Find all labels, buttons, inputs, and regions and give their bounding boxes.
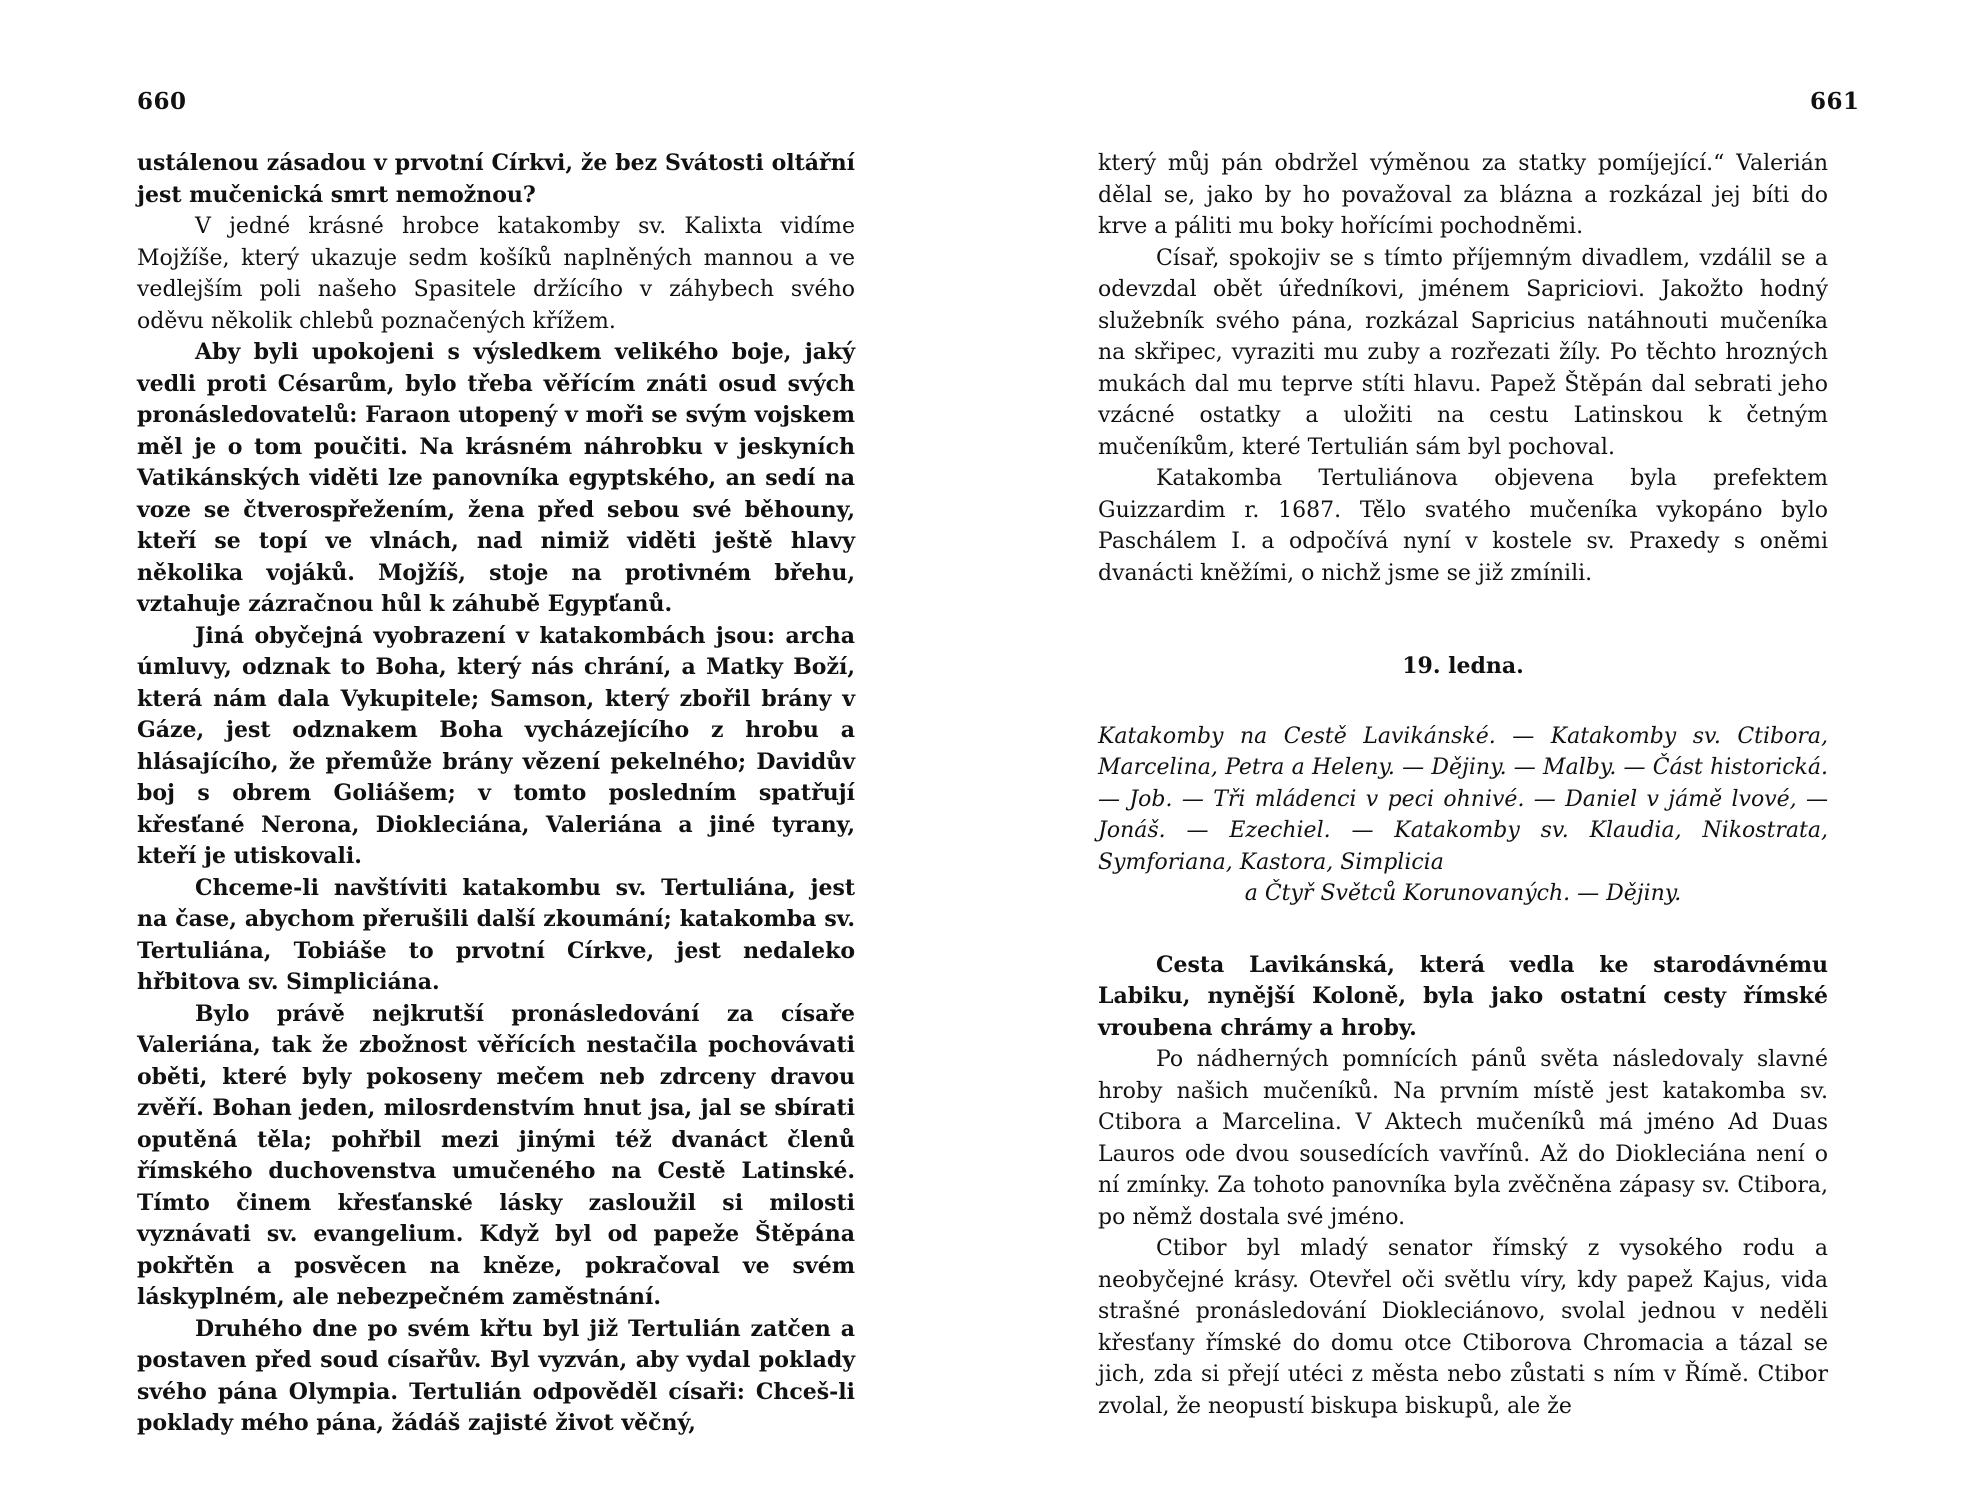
summary-last-line: a Čtyř Světců Korunovaných. — Dějiny. <box>1244 881 1682 906</box>
paragraph: Aby byli upokojeni s výsledkem velikého boje, jaký vedli proti Césarům, bylo třeba věřícím znáti osud svých pronásledovatelů: Faraon utopený v moři se svým vojskem měl je o tom poučiti. Na krásném náhrobku v jeskyních Vatikánských viděti lze panovníka egyptského, an sedí na voze se čtverospřežením, žena před sebou své běhouny, kteří se topí ve vlnách, nad nimiž viděti ještě hlavy několika vojáků. Mojžíš, stoje na protivném břehu, vztahuje zázračnou hůl k záhubě Egypťanů. <box>137 339 855 617</box>
chapter-summary <box>1098 721 1828 910</box>
left-text-column <box>137 148 855 1440</box>
paragraph: ustálenou zásadou v prvotní Církvi, že bez Svátosti oltářní jest mučenická smrt nemožnou? <box>137 150 855 208</box>
paragraph: Chceme-li navštíviti katakombu sv. Tertuliána, jest na čase, abychom přerušili další zkoumání; katakomba sv. Tertuliána, Tobiáše to prvotní Církve, jest nedaleko hřbitova sv. Simpliciána. <box>137 874 855 995</box>
page-number-left: 660 <box>137 88 187 115</box>
paragraph: Bylo právě nejkrutší pronásledování za císaře Valeriána, tak že zbožnost věřících nestačila pochovávati oběti, které byly pokoseny mečem neb zdrceny dravou zvěří. Bohan jeden, milosrdenstvím hnut jsa, jal se sbírati oputěná těla; pohřbil mezi jinými též dvanáct členů římského duchovenstva umučeného na Cestě Latinské. Tímto činem křesťanské lásky zasloužil si milosti vyznávati sv. evangelium. Když byl od papeže Štěpána pokřtěn a posvěcen na kněze, pokračoval ve svém láskyplném, ale nebezpečném zaměstnání. <box>137 1000 855 1310</box>
paragraph: V jedné krásné hrobce katakomby sv. Kalixta vidíme Mojžíše, který ukazuje sedm košíků naplněných mannou a ve vedlejším poli našeho Spasitele držícího v záhybech svého oděvu několik chlebů poznačených křížem. <box>137 214 855 334</box>
chapter-heading: 19. ledna. <box>1402 653 1524 679</box>
paragraph: který můj pán obdržel výměnou za statky pomíjející.“ Valerián dělal se, jako by ho považoval za blázna a rozkázal jej bíti do krve a páliti mu boky hořícími pochodněmi. <box>1098 151 1828 239</box>
paragraph: Po nádherných pomnících pánů světa následovaly slavné hroby našich mučeníků. Na prvním místě jest katakomba sv. Ctibora a Marcelina. V Aktech mučeníků má jméno Ad Duas Lauros ode dvou sousedících vavřínů. Až do Diokleciána není o ní zmínky. Za tohoto panovníka byla zvěčněna zápasy sv. Ctibora, po němž dostala své jméno. <box>1098 1047 1828 1230</box>
paragraph: Druhého dne po svém křtu byl již Tertulián zatčen a postaven před soud císařův. Byl vyzván, aby vydal poklady svého pána Olympia. Tertulián odpověděl císaři: Chceš-li poklady mého pána, žádáš zajisté život věčný, <box>137 1315 855 1436</box>
paragraph: Katakomba Tertuliánova objevena byla prefektem Guizzardim r. 1687. Tělo svatého mučeníka vykopáno bylo Paschálem I. a odpočívá nyní v kostele sv. Praxedy s oněmi dvanácti kněžími, o nichž jsme se již zmínili. <box>1098 466 1828 586</box>
summary-text: Katakomby na Cestě Lavikánské. — Katakomby sv. Ctibora, Marcelina, Petra a Heleny. — Dějiny. — Malby. — Část historická. — Job. — Tři mládenci v peci ohnivé. — Daniel v jámě lvové, — Jonáš. — Ezechiel. — Katakomby sv. Klaudia, Nikostrata, Symforiana, Kastora, Simplicia <box>1098 723 1828 875</box>
page-number-right: 661 <box>1810 88 1860 115</box>
paragraph: Ctibor byl mladý senator římský z vysokého rodu a neobyčejné krásy. Otevřel oči světlu víry, kdy papež Kajus, vida strašné pronásledování Diokleciánovo, svolal jednou v neděli křesťany římské do domu otce Ctiborova Chromacia a tázal se jich, zda si přejí utéci z města nebo zůstati s ním v Římě. Ctibor zvolal, že neopustí biskupa biskupů, ale že <box>1098 1236 1828 1419</box>
paragraph: Jiná obyčejná vyobrazení v katakombách jsou: archa úmluvy, odznak to Boha, který nás chrání, a Matky Boží, která nám dala Vykupitele; Samson, který zbořil brány v Gáze, jest odznakem Boha vycházejícího z hrobu a hlásajícího, že přemůže brány vězení pekelného; Davidův boj s obrem Goliášem; v tomto posledním spatřují křesťané Nerona, Diokleciána, Valeriána a jiné tyrany, kteří je utiskovali. <box>137 622 855 869</box>
right-page <box>985 0 1970 1501</box>
paragraph: Cesta Lavikánská, která vedla ke starodávnému Labiku, nynější Koloně, byla jako ostatní cesty římské vroubena chrámy a hroby. <box>1098 951 1828 1041</box>
paragraph: Císař, spokojiv se s tímto příjemným divadlem, vzdálil se a odevzdal obět úředníkovi, jménem Sapriciovi. Jakožto hodný služebník svého pána, rozkázal Sapricius natáhnouti mučeníka na skřipec, vyraziti mu zuby a rozřezati žíly. Po těchto hrozných mukách dal mu teprve stíti hlavu. Papež Štěpán dal sebrati jeho vzácné ostatky a uložiti na cestu Latinskou k četným mučeníkům, které Tertulián sám byl pochoval. <box>1098 245 1828 460</box>
right-text-column <box>1098 148 1828 1422</box>
